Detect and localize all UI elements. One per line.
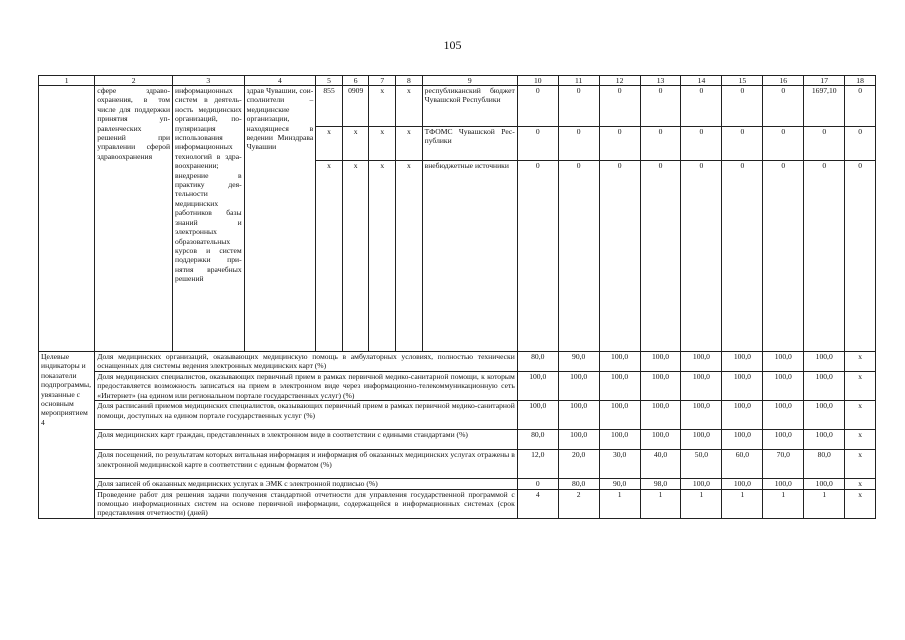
value-cell: 100,0: [640, 372, 681, 401]
header-cell: 2: [95, 76, 173, 86]
indicator-text-cell: Доля записей об оказанных медицинских услугах в ЭМК с электронной подписью (%): [95, 479, 518, 489]
value-cell: 0: [763, 161, 804, 352]
value-cell: 60,0: [722, 450, 763, 479]
header-cell: 4: [244, 76, 316, 86]
value-cell: 0: [804, 127, 845, 161]
value-cell: 50,0: [681, 450, 722, 479]
value-cell: 2: [558, 489, 599, 518]
value-cell: 100,0: [804, 430, 845, 450]
value-cell: 20,0: [558, 450, 599, 479]
value-cell: х: [845, 430, 876, 450]
header-cell: 9: [422, 76, 517, 86]
indicator-text-cell: Доля медицинских специалистов, оказывающих первичный прием в рамках первичной медико-санитарной помощи, к которым предоставляется возможность записаться на прием в электронном виде через информационно-телекоммуникационную сеть «Интернет» (на едином или региональном портале государственных услуг) (%): [95, 372, 518, 401]
value-cell: 0: [640, 161, 681, 352]
value-cell: 0: [558, 127, 599, 161]
value-cell: 0: [517, 127, 558, 161]
value-cell: 1: [722, 489, 763, 518]
header-cell: 11: [558, 76, 599, 86]
value-cell: 4: [517, 489, 558, 518]
value-cell: 100,0: [558, 372, 599, 401]
header-cell: 10: [517, 76, 558, 86]
program-table: [38, 75, 876, 519]
value-cell: 30,0: [599, 450, 640, 479]
value-cell: 100,0: [599, 352, 640, 372]
value-cell: 0: [845, 161, 876, 352]
page-number: 105: [443, 38, 462, 52]
value-cell: 0: [599, 127, 640, 161]
value-cell: 0: [517, 86, 558, 127]
value-cell: 90,0: [558, 352, 599, 372]
value-cell: 0: [640, 86, 681, 127]
value-cell: 12,0: [517, 450, 558, 479]
value-cell: х: [845, 352, 876, 372]
value-cell: 100,0: [804, 401, 845, 430]
value-cell: 100,0: [681, 372, 722, 401]
value-cell: 100,0: [599, 430, 640, 450]
value-cell: 100,0: [599, 401, 640, 430]
column-number-row: [39, 76, 876, 86]
value-cell: 0: [845, 86, 876, 127]
indicator-row: [39, 352, 876, 372]
header-cell: 8: [396, 76, 423, 86]
value-cell: х: [845, 372, 876, 401]
value-cell: 80,0: [517, 352, 558, 372]
code-cell: х: [342, 127, 369, 161]
indicators-label-cell: Целевые индикаторы и показатели подпрограммы, увязанные с основным мероприятием 4: [39, 352, 95, 519]
indicator-text-cell: Доля расписаний приемов медицинских специалистов, оказывающих первичный прием в рамках первичной медико-санитарной помощи, доступных на едином портале государственных услуг (%): [95, 401, 518, 430]
value-cell: 100,0: [804, 372, 845, 401]
indicator-row: [39, 479, 876, 489]
value-cell: 100,0: [804, 479, 845, 489]
indicator-row: [39, 430, 876, 450]
value-cell: 100,0: [558, 430, 599, 450]
measure-executor-cell: здрав Чувашии, соисполнители – медицинские организации, находящиеся в ведении Минздрава Чувашии: [244, 86, 316, 352]
code-cell: х: [316, 161, 343, 352]
measure-goal-cell: сфере здравоохранения, в том числе для поддержки принятия управленческих решений при управлении сферой здравоохранения: [95, 86, 173, 352]
value-cell: 1: [599, 489, 640, 518]
value-cell: 100,0: [722, 430, 763, 450]
value-cell: 100,0: [599, 372, 640, 401]
value-cell: 100,0: [722, 401, 763, 430]
value-cell: 100,0: [681, 479, 722, 489]
value-cell: 0: [599, 161, 640, 352]
value-cell: 0: [517, 161, 558, 352]
header-cell: 17: [804, 76, 845, 86]
value-cell: 100,0: [804, 352, 845, 372]
code-cell: х: [396, 127, 423, 161]
value-cell: 0: [845, 127, 876, 161]
code-cell: 0909: [342, 86, 369, 127]
indicator-row: [39, 450, 876, 479]
value-cell: 100,0: [517, 401, 558, 430]
value-cell: 100,0: [763, 479, 804, 489]
value-cell: 1: [763, 489, 804, 518]
value-cell: 100,0: [640, 401, 681, 430]
indicator-row: [39, 489, 876, 518]
value-cell: х: [845, 401, 876, 430]
code-cell: х: [369, 86, 396, 127]
code-cell: х: [369, 127, 396, 161]
value-cell: 0: [804, 161, 845, 352]
header-cell: 18: [845, 76, 876, 86]
value-cell: 0: [722, 161, 763, 352]
value-cell: 100,0: [763, 430, 804, 450]
indicator-text-cell: Проведение работ для решения задачи получения стандартной отчетности для управления государственной программой с помощью информационных систем на основе первичной информации, содержащейся в информационных системах (срок представления отчетности) (дней): [95, 489, 518, 518]
value-cell: 1697,10: [804, 86, 845, 127]
value-cell: 1: [640, 489, 681, 518]
value-cell: 100,0: [763, 372, 804, 401]
value-cell: х: [845, 489, 876, 518]
value-cell: 100,0: [640, 352, 681, 372]
value-cell: 100,0: [722, 372, 763, 401]
funding-source-cell: ТФОМС Чувашской Республики: [422, 127, 517, 161]
header-cell: 13: [640, 76, 681, 86]
code-cell: 855: [316, 86, 343, 127]
value-cell: 0: [763, 86, 804, 127]
value-cell: 100,0: [681, 430, 722, 450]
value-cell: 100,0: [681, 401, 722, 430]
value-cell: 1: [681, 489, 722, 518]
value-cell: 0: [681, 161, 722, 352]
value-cell: 0: [517, 479, 558, 489]
header-cell: 16: [763, 76, 804, 86]
header-cell: 5: [316, 76, 343, 86]
indicator-text-cell: Доля медицинских организаций, оказывающих медицинскую помощь в амбулаторных условиях, полностью технически оснащенных для системы ведения электронных медицинских карт (%): [95, 352, 518, 372]
measure-row: [39, 86, 876, 127]
value-cell: 100,0: [722, 479, 763, 489]
indicator-text-cell: Доля медицинских карт граждан, представленных в электронном виде в соответствии с едиными стандартами (%): [95, 430, 518, 450]
code-cell: х: [396, 161, 423, 352]
value-cell: 100,0: [517, 372, 558, 401]
value-cell: 0: [722, 86, 763, 127]
value-cell: 90,0: [599, 479, 640, 489]
value-cell: 100,0: [722, 352, 763, 372]
value-cell: 100,0: [558, 401, 599, 430]
value-cell: 80,0: [804, 450, 845, 479]
value-cell: 1: [804, 489, 845, 518]
code-cell: х: [396, 86, 423, 127]
value-cell: 0: [681, 86, 722, 127]
value-cell: 0: [763, 127, 804, 161]
indicator-text-cell: Доля посещений, по результатам которых витальная информация и информация об оказанных медицинских услугах отражены в электронной медицинской карте в соответствии с единым форматом (%): [95, 450, 518, 479]
header-cell: 14: [681, 76, 722, 86]
value-cell: 100,0: [763, 401, 804, 430]
header-cell: 12: [599, 76, 640, 86]
header-cell: 1: [39, 76, 95, 86]
value-cell: 98,0: [640, 479, 681, 489]
header-cell: 6: [342, 76, 369, 86]
value-cell: 100,0: [681, 352, 722, 372]
header-cell: 15: [722, 76, 763, 86]
header-cell: 7: [369, 76, 396, 86]
value-cell: 0: [722, 127, 763, 161]
value-cell: х: [845, 450, 876, 479]
value-cell: 100,0: [640, 430, 681, 450]
value-cell: 70,0: [763, 450, 804, 479]
value-cell: 0: [599, 86, 640, 127]
value-cell: 40,0: [640, 450, 681, 479]
funding-source-cell: внебюджетные источники: [422, 161, 517, 352]
code-cell: х: [316, 127, 343, 161]
value-cell: х: [845, 479, 876, 489]
value-cell: 0: [558, 161, 599, 352]
funding-source-cell: республиканский бюджет Чувашской Республики: [422, 86, 517, 127]
value-cell: 0: [558, 86, 599, 127]
code-cell: х: [369, 161, 396, 352]
value-cell: 80,0: [558, 479, 599, 489]
header-cell: 3: [173, 76, 245, 86]
code-cell: х: [342, 161, 369, 352]
value-cell: 80,0: [517, 430, 558, 450]
value-cell: 100,0: [763, 352, 804, 372]
indicator-row: [39, 401, 876, 430]
value-cell: 0: [640, 127, 681, 161]
measure-empty-cell: [39, 86, 95, 352]
value-cell: 0: [681, 127, 722, 161]
indicator-row: [39, 372, 876, 401]
measure-description-cell: информационных систем в деятельность медицинских организаций, популяризация использования информационных технологий в здравоохранении; внедрение в практику деятельности медицинских работников базы знаний и электронных образовательных курсов и систем поддержки принятия врачебных решений: [173, 86, 245, 352]
